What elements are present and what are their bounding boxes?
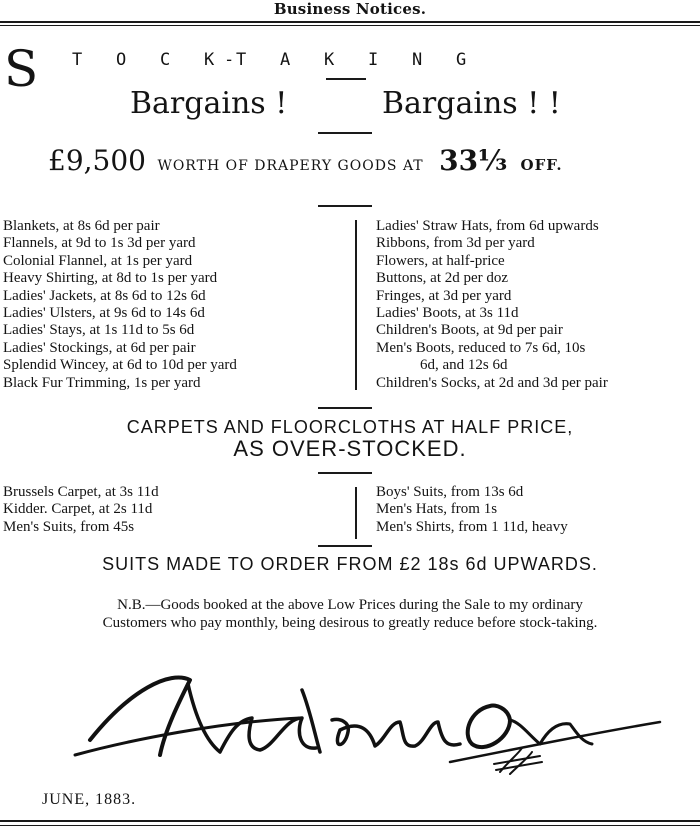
drop-cap: S [4, 40, 39, 98]
bargains-underline [318, 132, 372, 134]
price-list-right [376, 218, 608, 392]
stocktaking-banner [72, 50, 500, 70]
list-item: Flannels, at 9d to 1s 3d per yard [3, 235, 196, 252]
list-item: Ribbons, from 3d per yard [376, 235, 535, 252]
list-item: Brussels Carpet, at 3s 11d [3, 484, 159, 500]
top-rule-thin [0, 25, 700, 26]
list-item: Ladies' Ulsters, at 9s 6d to 14s 6d [3, 305, 205, 322]
list-item: Children's Boots, at 9d per pair [376, 322, 563, 339]
list-item: 6d, and 12s 6d [420, 357, 508, 374]
suits-order-line: SUITS MADE TO ORDER FROM £2 18s 6d UPWARDS. [102, 554, 598, 574]
divider-short-4 [318, 545, 372, 547]
list-item: Fringes, at 3d per yard [376, 287, 512, 304]
list-item: Ladies' Straw Hats, from 6d upwards [376, 218, 599, 234]
signature-image [70, 660, 670, 780]
bottom-rule-thin [0, 825, 700, 826]
list-item: Men's Shirts, from 1 11d, heavy [376, 518, 568, 535]
list-item: Ladies' Stays, at 1s 11d to 5s 6d [3, 322, 195, 339]
banner-letter: T [236, 50, 247, 70]
column-divider-2 [355, 487, 357, 539]
list-item: Boys' Suits, from 13s 6d [376, 484, 524, 500]
list-item: Blankets, at 8s 6d per pair [3, 218, 160, 234]
list-item: Colonial Flannel, at 1s per yard [3, 252, 193, 269]
list-item: Kidder. Carpet, at 2s 11d [3, 501, 153, 518]
bottom-rule [0, 820, 700, 822]
column-divider-1 [355, 220, 357, 390]
list-item: Men's Boots, reduced to 7s 6d, 10s [376, 339, 586, 356]
list-item: Men's Suits, from 45s [3, 518, 135, 535]
nb-line-2: Customers who pay monthly, being desirous to greatly reduce before stock-taking. [102, 615, 598, 631]
headline [48, 144, 563, 177]
carpets-heading: CARPETS AND FLOORCLOTHS AT HALF PRICE, [126, 417, 574, 437]
list-item: Ladies' Boots, at 3s 11d [376, 305, 519, 322]
banner-letter: - [224, 50, 235, 70]
list-item: Children's Socks, at 2d and 3d per pair [376, 374, 608, 391]
banner-letter: I [368, 50, 379, 70]
price-list-2-right [376, 484, 568, 536]
price-list-2-left [3, 484, 159, 536]
bargains-left: Bargains ! [130, 86, 288, 121]
list-item: Buttons, at 2d per doz [376, 270, 509, 287]
price-list-left [3, 218, 237, 392]
list-item: Splendid Wincey, at 6d to 10d per yard [3, 357, 237, 374]
divider-short-3 [318, 472, 372, 474]
banner-letter: K [324, 50, 335, 70]
headline-fraction: 33⅓ [439, 144, 508, 177]
nota-bene [0, 596, 700, 632]
list-item: Black Fur Trimming, 1s per yard [3, 374, 201, 391]
carpets-subheading: AS OVER-STOCKED. [233, 436, 467, 461]
list-item: Ladies' Stockings, at 6d per pair [3, 339, 196, 356]
list-item: Ladies' Jackets, at 8s 6d to 12s 6d [3, 287, 206, 304]
bargains-right: Bargains ! ! [382, 86, 561, 121]
headline-suffix: OFF. [520, 156, 563, 174]
issue-date: JUNE, 1883. [42, 791, 137, 808]
divider-short-1 [318, 205, 372, 207]
nb-line-1: N.B.—Goods booked at the above Low Prices during the Sale to my ordinary [117, 597, 583, 613]
banner-letter: A [280, 50, 291, 70]
section-header: Business Notices. [273, 0, 427, 18]
top-rule [0, 21, 700, 23]
divider-short-2 [318, 407, 372, 409]
banner-letter: K [204, 50, 215, 70]
list-item: Men's Hats, from 1s [376, 501, 498, 518]
headline-text: WORTH OF DRAPERY GOODS AT [157, 158, 424, 174]
headline-amount: £9,500 [48, 144, 146, 177]
banner-letter: O [116, 50, 127, 70]
list-item: Flowers, at half-price [376, 252, 505, 269]
banner-letter: T [72, 50, 83, 70]
banner-dash [326, 78, 366, 80]
banner-letter: G [456, 50, 467, 70]
banner-letter: N [412, 50, 423, 70]
list-item: Heavy Shirting, at 8d to 1s per yard [3, 270, 218, 287]
banner-letter: C [160, 50, 171, 70]
